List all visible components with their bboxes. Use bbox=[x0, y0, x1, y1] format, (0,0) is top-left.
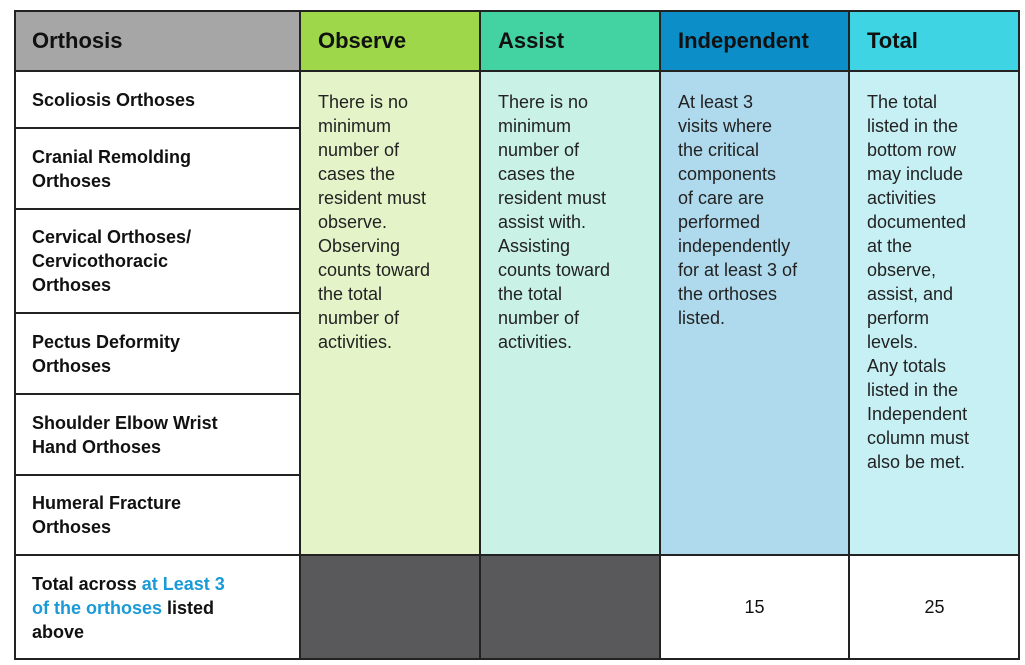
description-line: of care are bbox=[678, 188, 765, 208]
description-line: The total bbox=[867, 92, 938, 112]
description-line: activities. bbox=[498, 332, 573, 352]
description-line: cases the bbox=[498, 164, 576, 184]
description-line: counts toward bbox=[498, 260, 611, 280]
orthosis-label-line: Cervical Orthoses/ bbox=[32, 227, 192, 247]
description-line: performed bbox=[678, 212, 761, 232]
header-assist: Assist bbox=[480, 10, 660, 71]
description-line: Observing bbox=[318, 236, 401, 256]
table-divider bbox=[14, 474, 300, 476]
description-line: visits where bbox=[678, 116, 773, 136]
description-line: perform bbox=[867, 308, 930, 328]
orthosis-label-line: Cervicothoracic bbox=[32, 251, 169, 271]
description-line: independently bbox=[678, 236, 791, 256]
orthosis-row-cranial bbox=[14, 128, 300, 209]
description-line: may include bbox=[867, 164, 964, 184]
total-row-label bbox=[14, 555, 300, 660]
total-label-text: Total across bbox=[32, 573, 142, 594]
description-line: activities bbox=[867, 188, 937, 208]
description-line: listed in the bbox=[867, 380, 959, 400]
table-border bbox=[14, 658, 1020, 660]
header-total: Total bbox=[849, 10, 1020, 71]
header-orthosis: Orthosis bbox=[14, 10, 300, 71]
orthosis-label-line: Shoulder Elbow Wrist bbox=[32, 412, 218, 433]
orthosis-row-shoulder bbox=[14, 394, 300, 475]
description-line: number of bbox=[498, 140, 580, 160]
orthosis-row-scoliosis bbox=[14, 71, 300, 128]
orthosis-label-line: Pectus Deformity bbox=[32, 331, 181, 352]
table-divider bbox=[14, 127, 300, 129]
description-line: number of bbox=[498, 308, 580, 328]
description-line: activities. bbox=[318, 332, 393, 352]
independent-total-value: 15 bbox=[660, 555, 849, 660]
description-line: the total bbox=[498, 284, 563, 304]
header-observe: Observe bbox=[300, 10, 480, 71]
table-divider bbox=[299, 10, 301, 660]
independent-description bbox=[660, 71, 849, 555]
orthosis-label-line: Orthoses bbox=[32, 355, 112, 376]
table-divider bbox=[14, 208, 300, 210]
description-line: column must bbox=[867, 428, 970, 448]
description-line: There is no bbox=[318, 92, 409, 112]
orthosis-label-line: Hand Orthoses bbox=[32, 436, 162, 457]
orthosis-label-line: Cranial Remolding bbox=[32, 146, 192, 167]
total-label-highlight: at Least 3 bbox=[141, 573, 225, 594]
description-line: listed in the bbox=[867, 116, 959, 136]
description-line: At least 3 bbox=[678, 92, 754, 112]
table-border bbox=[14, 10, 1020, 12]
total-total-value: 25 bbox=[849, 555, 1020, 660]
table-divider bbox=[479, 10, 481, 660]
table-border bbox=[1018, 10, 1020, 660]
orthosis-row-pectus bbox=[14, 313, 300, 394]
total-label-highlight: of the orthoses bbox=[32, 597, 163, 618]
description-line: assist with. bbox=[498, 212, 587, 232]
description-line: counts toward bbox=[318, 260, 431, 280]
description-line: Assisting bbox=[498, 236, 571, 256]
description-line: Any totals bbox=[867, 356, 947, 376]
orthosis-row-humeral bbox=[14, 475, 300, 555]
description-line: at the bbox=[867, 236, 913, 256]
description-line: listed. bbox=[678, 308, 726, 328]
description-line: cases the bbox=[318, 164, 396, 184]
assist-total-empty bbox=[480, 555, 660, 660]
description-line: resident must bbox=[498, 188, 607, 208]
table-divider bbox=[659, 10, 661, 660]
total-label-text: listed bbox=[162, 597, 215, 618]
description-line: components bbox=[678, 164, 777, 184]
orthosis-row-cervical bbox=[14, 209, 300, 313]
orthosis-label-line: Humeral Fracture bbox=[32, 493, 182, 513]
table-divider bbox=[14, 393, 300, 395]
description-line: the total bbox=[318, 284, 383, 304]
description-line: number of bbox=[318, 308, 400, 328]
assist-description bbox=[480, 71, 660, 555]
description-line: observe, bbox=[867, 260, 937, 280]
description-line: Independent bbox=[867, 404, 968, 424]
total-label-text: above bbox=[32, 621, 85, 642]
observe-total-empty bbox=[300, 555, 480, 660]
orthosis-label-line: Scoliosis Orthoses bbox=[32, 89, 196, 110]
orthosis-label-line: Orthoses bbox=[32, 170, 112, 191]
description-line: also be met. bbox=[867, 452, 966, 472]
description-line: bottom row bbox=[867, 140, 957, 160]
orthosis-label-line: Orthoses bbox=[32, 275, 112, 295]
table-border bbox=[14, 10, 16, 660]
table-divider bbox=[848, 10, 850, 660]
header-independent: Independent bbox=[660, 10, 849, 71]
description-line: resident must bbox=[318, 188, 427, 208]
requirements-table bbox=[14, 10, 1020, 660]
total-description bbox=[849, 71, 1020, 555]
description-line: for at least 3 of bbox=[678, 260, 798, 280]
description-line: assist, and bbox=[867, 284, 954, 304]
table-divider bbox=[14, 70, 1020, 72]
description-line: observe. bbox=[318, 212, 388, 232]
description-line: the critical bbox=[678, 140, 760, 160]
table-divider bbox=[14, 312, 300, 314]
description-line: minimum bbox=[498, 116, 572, 136]
orthosis-label-line: Orthoses bbox=[32, 517, 112, 537]
description-line: the orthoses bbox=[678, 284, 778, 304]
description-line: documented bbox=[867, 212, 967, 232]
description-line: number of bbox=[318, 140, 400, 160]
description-line: minimum bbox=[318, 116, 392, 136]
table-divider bbox=[14, 554, 1020, 556]
description-line: There is no bbox=[498, 92, 589, 112]
observe-description bbox=[300, 71, 480, 555]
description-line: levels. bbox=[867, 332, 919, 352]
